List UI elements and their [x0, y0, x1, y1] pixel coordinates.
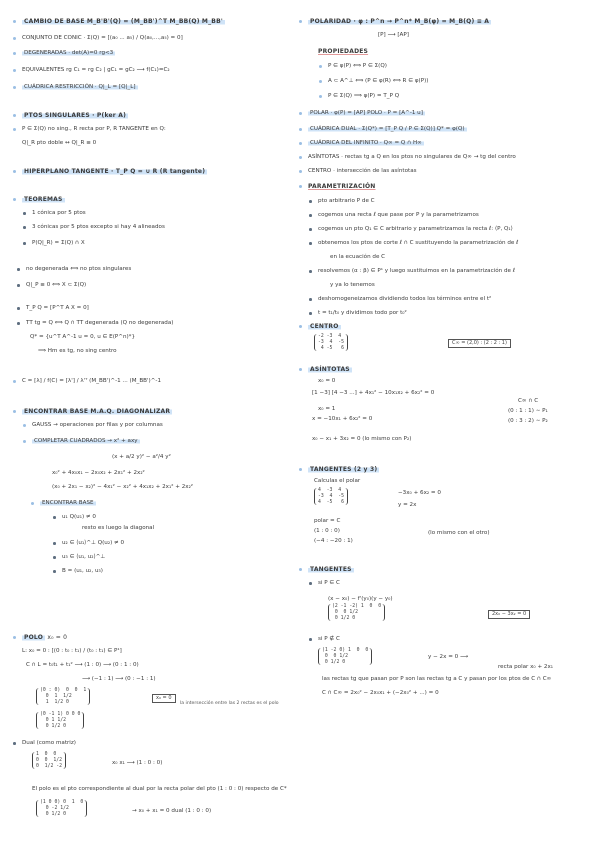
final-eq: C ∩ C∞ = 2x₀² − 2x₀x₁ + (−2x₀² + ...) = 0 — [322, 690, 439, 696]
no-degenerada: no degenerada ⟺ no ptos singulares — [26, 266, 131, 273]
polaridad-2: [P] ⟶ [AP] — [378, 32, 409, 38]
as-4: x = −10x₁ + 6x₂² = 0 — [312, 416, 373, 422]
polo-note: la intersección entre las 2 rectas es el polo — [180, 701, 279, 706]
dual-result: x₀ x₁ ⟶ (1 : 0 : 0) — [112, 760, 163, 766]
cuadrica-restriccion: CUÁDRICA RESTRICCIÓN · Q|_L = [Q|_L] — [22, 84, 138, 91]
tpq: T_P Q = [P^T A X = 0] — [26, 305, 89, 312]
polo-2: C ∩ L = t₀t₁ + t₁² ⟶ (1 : 0) ⟶ (0 : 1 : 0) — [26, 662, 139, 668]
t-1-eq: (x − x₀) − f'(y₀)(y − y₀) — [328, 596, 393, 602]
prop-2: A ⊂ A^⊥ ⟺ (P ∈ φ(R) ⟺ R ∈ φ(P)) — [328, 78, 428, 85]
param-8: deshomogeneizamos dividiendo todos los términos entre el t² — [318, 296, 491, 303]
as-2: [1 −3] [4 −3 ...] + 4x₁² − 10x₁x₂ + 6x₂² = 0 — [312, 390, 435, 396]
eq-2: (x₀ + 2x₁ − x₂)² − 4x₁² − x₂² + 4x₁x₂ + 2x₁² + 2x₂² — [52, 484, 194, 490]
cuadrica-dual: CUÁDRICA DUAL · Σ(Q*) = [T_P Q / P ∈ Σ(Q)] Q* = φ(Q) — [308, 126, 467, 133]
final-text: las rectas tg que pasan por P son las rectas tg a C y pasan por los ptos de C ∩ C∞ — [322, 676, 552, 682]
p-en-sigma: P ∈ Σ(Q) no sing., R recta por P, R TANGENTE en Q: — [22, 126, 166, 133]
c-inf: C∞ ∩ C — [518, 398, 539, 404]
teorema-1: 1 cónica por 5 ptos — [32, 210, 86, 217]
asintotas-title: ASÍNTOTAS — [308, 366, 352, 373]
tt-tangente: TT tg = Q ⟺ Q ∩ TT degenerada (Q no degenerada) — [26, 320, 173, 327]
polo-1: L: x₀ = 0 : [(0 : t₀ : t₁) / (t₀ : t₁) ∈ P¹] — [22, 648, 122, 654]
eb-1-note: resto es luego la diagonal — [82, 525, 155, 531]
t-2-matrix: (1 -2 0) 1 0 0 0 0 1/2 0 1/2 0 — [318, 648, 372, 665]
polo-matrix-b: (0 -1 1) 0 0 0 0 1 1/2 0 1/2 0 — [36, 712, 84, 729]
equivalentes: EQUIVALENTES rg C₁ = rg C₂ | gC₁ = gC₂ ⟶ f(C₁)=C₂ — [22, 67, 170, 74]
q-star: Q* = {u^T A^-1 u = 0, u ∈ E(P^n)*} — [30, 334, 136, 340]
polo-result-1: x₀ = 0 — [152, 694, 176, 703]
centro-title: CENTRO — [308, 323, 341, 330]
encontrar-base: ENCONTRAR BASE — [40, 500, 96, 507]
t-2-eq: y − 2x = 0 ⟶ — [428, 654, 469, 660]
as-3: x₀ = 1 — [318, 406, 336, 412]
encontrar-title: ENCONTRAR BASE M.A.Q. DIAGONALIZAR — [22, 408, 172, 415]
eb-1: u₁ Q(u₁) ≠ 0 — [62, 514, 96, 521]
tg-1: −3x₀ + 6x₂ = 0 — [398, 490, 441, 496]
tangentes-title: TANGENTES (2 y 3) — [308, 466, 379, 473]
final-matrix: (1 0 0) 0 1 0 0 -2 1/2 0 1/2 0 — [36, 800, 87, 817]
polo-title: POLO x₀ = 0 — [22, 634, 67, 641]
t-2: si P ∉ C — [318, 636, 340, 643]
tg-matrix: 4 -3 4 -3 4 -5 4 -5 6 — [314, 488, 348, 505]
tg-6: (lo mismo con el otro) — [428, 530, 490, 536]
polar: POLAR · φ(P) = [AP] POLO · P = [A^-1 u] — [308, 110, 425, 117]
eq-1: x₀² + 4x₀x₁ − 2x₀x₂ + 2x₁² + 2x₂² — [52, 470, 145, 476]
param-9: t = t₁/t₀ y dividimos todo por t₀² — [318, 310, 407, 317]
tg-sub: Calculas el polar — [314, 478, 361, 484]
param-1: pto arbitrario P de C — [318, 198, 375, 205]
tg-2: y = 2x — [398, 502, 417, 508]
as-5: (0 : 1 : 1) ∼ P₁ — [508, 408, 548, 414]
el-polo: El polo es el pto correspondiente al dual por la recta polar del pto (1 : 0 : 0) respecto de C* — [32, 786, 287, 792]
as-7: x₀ − x₁ + 3x₂ = 0 (lo mismo con P₂) — [312, 436, 412, 442]
centro-result: C∞ = (2,0) : (2 : 2 : 1) — [448, 339, 511, 348]
q-restr: Q|_R pto doble ↔ Q|_R ≡ 0 — [22, 140, 97, 146]
completar-eq: (x + a/2 y)² − a²/4 y² — [112, 454, 171, 460]
c-formula: C = [λ] / f(C) = [λ'] / λ'ᵀ (M_BB')^-1 ... (M_BB')^-1 — [22, 378, 161, 385]
q-star-note: ⟹ Hm es tg, no sing centro — [38, 348, 117, 354]
eb-4: B = (u₁, u₂, u₃) — [62, 568, 103, 575]
centro-matrix: -2 -3 4 -3 4 -5 4 -5 6 — [314, 334, 348, 351]
asintotas-def: ASÍNTOTAS · rectas tg a Q en los ptos no singulares de Q∞ → tg del centro — [308, 154, 516, 161]
tangentes2-title: TANGENTES — [308, 566, 354, 573]
eb-2: u₂ ∈ ⟨u₁⟩^⊥ Q(u₂) ≠ 0 — [62, 540, 124, 547]
t-1-matrix: (2 -1 -2) 1 0 0 0 0 1/2 0 1/2 0 — [328, 604, 385, 621]
eb-3: u₃ ∈ ⟨u₁, u₂⟩^⊥ — [62, 554, 105, 561]
param-7: y ya lo tenemos — [330, 282, 375, 288]
t-1-result: 2x₀ − 3x₂ = 0 — [488, 610, 530, 619]
dual-title: Dual (como matriz) — [22, 740, 76, 747]
final-result: → x₀ + x₁ = 0 dual (1 : 0 : 0) — [132, 808, 212, 814]
cambio-base: CAMBIO DE BASE M_B'B'(Q) = (M_BB')^T M_BB(Q) M_BB' — [22, 18, 225, 25]
param-6: resolvemos (α : β) ∈ P¹ y luego sustituimos en la parametrización de ℓ — [318, 268, 515, 275]
polo-matrix-a: (0 : 0) 0 0 1 0 1 1/2 1 1/2 0 — [36, 688, 90, 705]
q-restr-2: Q|_P ≡ 0 ⟺ X ⊂ Σ(Q) — [26, 282, 86, 289]
completar: COMPLETAR CUADRADOS → x² + axy — [32, 438, 140, 445]
gauss: GAUSS → operaciones por filas y por columnas — [32, 422, 163, 429]
tg-3: polar = C — [314, 518, 341, 524]
centro-def: CENTRO · intersección de las asíntotas — [308, 168, 417, 175]
conjunto-conic: CONJUNTO DE CONIC · Σ(Q) = [(a₀ ... a₅) / Q(a₀,...,a₅) = 0] — [22, 35, 183, 42]
prop-1: P ∈ φ(P) ⟺ P ∈ Σ(Q) — [328, 63, 387, 70]
as-6: (0 : 3 : 2) ∼ P₂ — [508, 418, 548, 424]
tg-4: (1 : 0 : 0) — [314, 528, 340, 534]
polo-3: ⟶ (−1 : 1) ⟶ (0 : −1 : 1) — [82, 676, 156, 682]
teoremas-title: TEOREMAS — [22, 196, 65, 203]
cuadrica-infinito: CUÁDRICA DEL INFINITO · Q∞ = Q ∩ H∞ — [308, 140, 424, 147]
as-1: x₀ = 0 — [318, 378, 336, 384]
ptos-singulares: PTOS SINGULARES · P(ker A) — [22, 112, 128, 119]
prop-3: P ∈ Σ(Q) ⟹ φ(P) = T_P Q — [328, 93, 399, 100]
param-2: cogemos una recta ℓ que pase por P y la parametrizamos — [318, 212, 479, 219]
t-1: si P ∈ C — [318, 580, 340, 587]
param-5: en la ecuación de C — [330, 254, 386, 260]
teorema-2: 3 cónicas por 5 ptos excepto si hay 4 alineados — [32, 224, 165, 231]
dual-matrix: 1 0 0 0 0 1/2 0 1/2 -2 — [32, 752, 66, 769]
degeneradas: DEGENERADAS · det(A)=0 rg<3 — [22, 50, 115, 57]
tg-5: (−4 : −20 : 1) — [314, 538, 353, 544]
param-4: obtenemos los ptos de corte ℓ ∩ C sustituyendo la parametrización de ℓ — [318, 240, 518, 247]
polaridad: POLARIDAD · φ : P^n → P^n* M_B(φ) = M_B(Q) ≡ A — [308, 18, 491, 25]
param-title: PARAMETRIZACIÓN — [308, 183, 376, 190]
propiedades: PROPIEDADES — [318, 48, 369, 55]
hiperplano-tangente: HIPERPLANO TANGENTE · T_P Q = ∪ R (R tangente) — [22, 168, 207, 175]
param-3: cogemos un pto Q₁ ∈ C arbitrario y parametrizamos la recta ℓ: ⟨P, Q₁⟩ — [318, 226, 513, 233]
t-2-result: recta polar x₀ + 2x₁ — [498, 664, 554, 670]
teorema-3: P(Q|_R) = Σ(Q) ∩ X — [32, 240, 85, 247]
